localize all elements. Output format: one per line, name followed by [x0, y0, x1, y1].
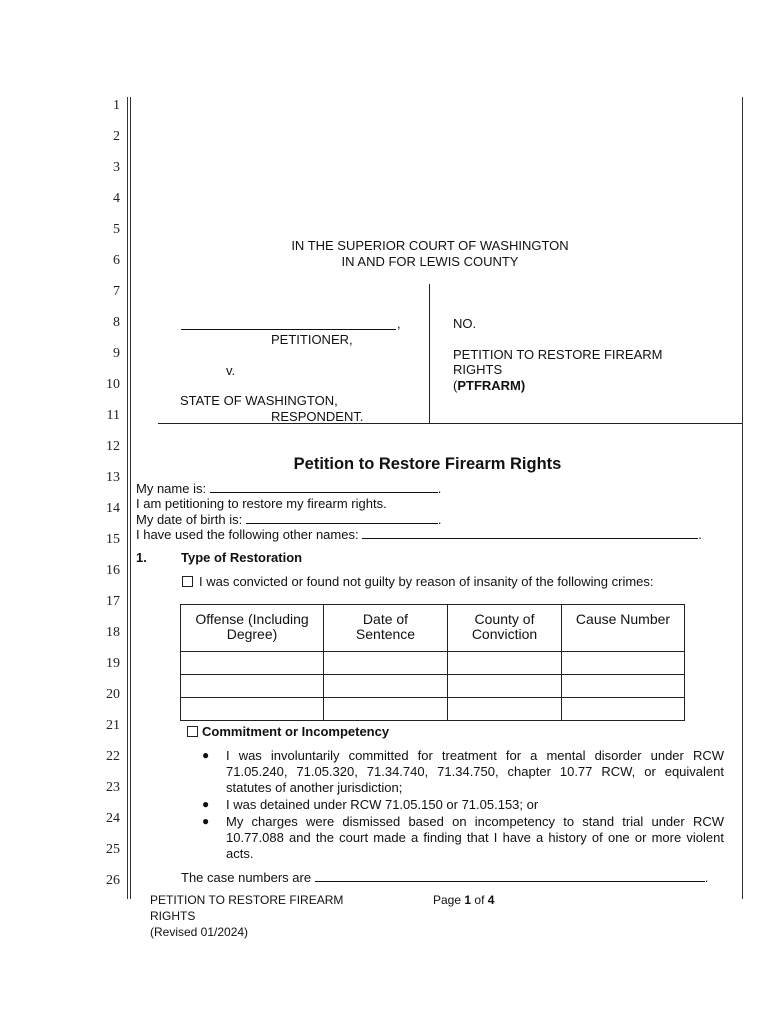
line-number: 20	[106, 687, 120, 702]
caption-bottom-rule	[158, 423, 742, 424]
line-number: 9	[113, 346, 120, 361]
dob-field[interactable]	[246, 512, 438, 524]
line-number: 8	[113, 315, 120, 330]
column-header-date: Date of Sentence	[324, 605, 448, 652]
respondent-label: RESPONDENT.	[271, 409, 364, 424]
line-number: 26	[106, 873, 120, 888]
line-number: 1	[113, 98, 120, 113]
conviction-checkbox[interactable]	[182, 576, 193, 587]
right-margin-rule	[742, 97, 743, 899]
name-label: My name is:	[136, 481, 207, 496]
line-number: 23	[106, 780, 120, 795]
line-number: 10	[106, 377, 120, 392]
line-number: 24	[106, 811, 120, 826]
other-names-period: .	[698, 527, 702, 542]
line-number: 19	[106, 656, 120, 671]
footer-revised-date: (Revised 01/2024)	[150, 925, 249, 939]
case-numbers-field[interactable]	[315, 870, 705, 882]
court-county: IN AND FOR LEWIS COUNTY	[341, 254, 519, 269]
line-number: 2	[113, 129, 120, 144]
bullet-charges-dismissed: My charges were dismissed based on incompetency to stand trial under RCW 10.77.088 and the court made a finding that I have a history of one or more violent acts.	[226, 814, 724, 861]
commitment-checkbox[interactable]	[187, 726, 198, 737]
table-row	[181, 675, 685, 698]
bullet-icon: ●	[202, 748, 210, 762]
petitioning-statement: I am petitioning to restore my firearm rights.	[136, 496, 387, 511]
caption-divider	[429, 284, 430, 424]
versus-label: v.	[226, 363, 236, 378]
line-number: 13	[106, 470, 120, 485]
name-line	[136, 481, 441, 496]
petitioner-comma: ,	[397, 316, 401, 331]
line-number: 3	[113, 160, 120, 175]
petitioner-name-field[interactable]	[181, 329, 396, 330]
line-number: 11	[106, 408, 120, 423]
name-field[interactable]	[210, 481, 438, 493]
line-number: 17	[106, 594, 120, 609]
table-cell[interactable]	[562, 675, 685, 698]
commitment-option	[187, 724, 389, 739]
name-period: .	[437, 481, 442, 496]
bullet-icon: ●	[202, 797, 210, 811]
document-title-line1: PETITION TO RESTORE FIREARM	[453, 347, 663, 362]
table-cell[interactable]	[562, 698, 685, 721]
court-name: IN THE SUPERIOR COURT OF WASHINGTON	[291, 238, 569, 253]
document-code-value: PTFRARM)	[457, 378, 526, 393]
table-cell[interactable]	[324, 698, 448, 721]
left-margin-rule-outer	[127, 97, 128, 899]
table-cell[interactable]	[562, 652, 685, 675]
footer-form-title-line1: PETITION TO RESTORE FIREARM	[150, 893, 344, 907]
bullet-icon: ●	[202, 814, 210, 828]
table-cell[interactable]	[324, 675, 448, 698]
table-cell[interactable]	[448, 652, 562, 675]
page-total: 4	[487, 893, 495, 907]
line-number: 18	[106, 625, 120, 640]
line-number: 15	[106, 532, 120, 547]
column-header-offense: Offense (Including Degree)	[181, 605, 324, 652]
left-margin-rule-inner	[130, 97, 131, 899]
dob-line	[136, 512, 441, 527]
table-row	[181, 698, 685, 721]
line-number: 25	[106, 842, 120, 857]
table-cell[interactable]	[181, 675, 324, 698]
footer-form-title-line2: RIGHTS	[150, 909, 196, 923]
document-title-line2: RIGHTS	[453, 362, 503, 377]
line-number: 6	[113, 253, 120, 268]
page-current: 1	[464, 893, 472, 907]
section-title: Type of Restoration	[181, 550, 303, 565]
table-cell[interactable]	[181, 652, 324, 675]
bullet-detained: I was detained under RCW 71.05.150 or 71.05.153; or	[226, 797, 539, 812]
column-header-county: County of Conviction	[448, 605, 562, 652]
document-code	[453, 378, 525, 393]
line-number: 4	[113, 191, 120, 206]
line-number: 12	[106, 439, 120, 454]
table-row	[181, 652, 685, 675]
page-word: Page	[433, 893, 462, 907]
line-number: 16	[106, 563, 120, 578]
dob-period: .	[437, 512, 442, 527]
other-names-label: I have used the following other names:	[136, 527, 359, 542]
other-names-line	[136, 527, 702, 542]
line-number: 21	[106, 718, 120, 733]
table-cell[interactable]	[448, 675, 562, 698]
footer-page-indicator	[433, 893, 494, 908]
commitment-option-label: Commitment or Incompetency	[202, 724, 390, 739]
page-of: of	[474, 893, 485, 907]
table-cell[interactable]	[181, 698, 324, 721]
other-names-field[interactable]	[362, 527, 698, 539]
line-number: 7	[113, 284, 120, 299]
case-numbers-period: .	[704, 870, 709, 885]
petitioner-label: PETITIONER,	[271, 332, 353, 347]
line-number: 14	[106, 501, 120, 516]
table-cell[interactable]	[448, 698, 562, 721]
document-code-paren: (	[453, 378, 458, 393]
respondent-name: STATE OF WASHINGTON,	[180, 393, 338, 408]
table-header-row	[181, 605, 685, 652]
line-number: 5	[113, 222, 120, 237]
column-header-cause-number: Cause Number	[562, 605, 685, 652]
conviction-option	[182, 574, 654, 589]
conviction-option-label: I was convicted or found not guilty by reason of insanity of the following crimes:	[199, 574, 654, 589]
case-numbers-label: The case numbers are	[181, 870, 312, 885]
table-cell[interactable]	[324, 652, 448, 675]
crimes-table	[180, 604, 685, 721]
case-number-label: NO.	[453, 316, 477, 331]
case-numbers-line	[181, 870, 708, 885]
bullet-involuntary-commitment: I was involuntarily committed for treatment for a mental disorder under RCW 71.05.240, 71.05.320, 71.34.740, 71.34.750, chapter 10.77 RCW, or equivalent statutes of another jurisdiction;	[226, 748, 724, 795]
page-title: Petition to Restore Firearm Rights	[293, 455, 562, 473]
dob-label: My date of birth is:	[136, 512, 243, 527]
line-number: 22	[106, 749, 120, 764]
section-number: 1.	[136, 550, 147, 565]
